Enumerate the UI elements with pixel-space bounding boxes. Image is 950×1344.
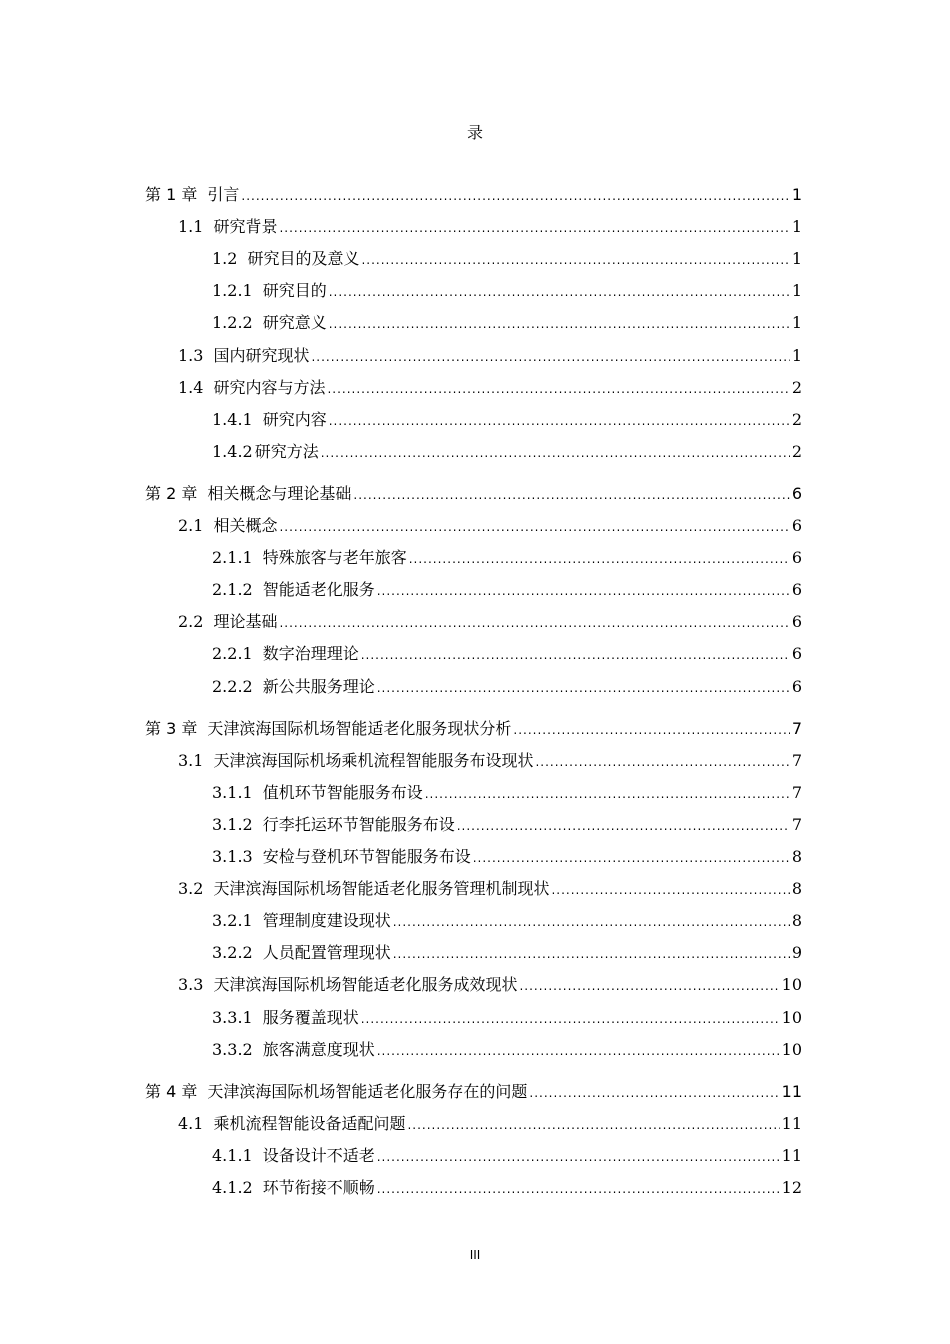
toc-entry-title: 研究目的及意义 bbox=[247, 249, 360, 269]
toc-entry-page: 6 bbox=[791, 580, 802, 600]
toc-entry-number: 2.1 bbox=[178, 516, 204, 535]
toc-entry-title: 天津滨海国际机场智能适老化服务管理机制现状 bbox=[213, 879, 550, 899]
toc-dot-leader bbox=[377, 681, 790, 695]
toc-entry-title: 理论基础 bbox=[213, 612, 278, 632]
toc-entry-number: 3.2.1 bbox=[212, 911, 253, 931]
toc-dot-leader bbox=[393, 947, 790, 961]
toc-section-entry[interactable] bbox=[212, 577, 802, 605]
toc-entry-number: 1.1 bbox=[178, 217, 204, 237]
toc-dot-leader bbox=[279, 520, 789, 534]
toc-entry-number: 3.2.2 bbox=[212, 943, 253, 963]
toc-entry-number: 1.4.2 bbox=[212, 441, 253, 461]
toc-entry-title: 服务覆盖现状 bbox=[262, 1007, 359, 1027]
toc-entry-page: 2 bbox=[791, 377, 802, 397]
toc-entry-page: 7 bbox=[791, 782, 802, 802]
toc-dot-leader bbox=[279, 616, 789, 630]
toc-dot-leader bbox=[409, 552, 790, 566]
toc-entry-title: 环节衔接不顺畅 bbox=[262, 1178, 375, 1197]
toc-entry-page: 9 bbox=[791, 943, 802, 963]
toc-entry-number: 2.2 bbox=[178, 612, 204, 632]
toc-entry-page: 7 bbox=[791, 718, 802, 738]
toc-dot-leader bbox=[551, 883, 789, 897]
toc-entry-number: 4.1.2 bbox=[212, 1178, 253, 1197]
toc-dot-leader bbox=[321, 446, 790, 460]
toc-entry-title: 研究意义 bbox=[262, 313, 327, 333]
toc-entry-page: 6 bbox=[791, 644, 802, 664]
toc-section-entry[interactable] bbox=[178, 972, 802, 1000]
toc-entry-number: 2.1.1 bbox=[212, 548, 253, 568]
toc-entry-number: 1.3 bbox=[178, 345, 204, 365]
toc-entry-page: 11 bbox=[781, 1145, 802, 1165]
toc-entry-title: 相关概念 bbox=[213, 516, 278, 535]
toc-entry-number: 3.1.2 bbox=[212, 814, 253, 834]
toc-section-entry[interactable] bbox=[178, 214, 802, 242]
toc-entry-page: 6 bbox=[791, 516, 802, 535]
toc-dot-leader bbox=[279, 221, 789, 235]
toc-section-entry[interactable] bbox=[178, 513, 802, 541]
toc-dot-leader bbox=[377, 1044, 780, 1058]
toc-dot-leader bbox=[377, 584, 790, 598]
toc-section-entry[interactable] bbox=[178, 609, 802, 637]
toc-entry-number: 第 4 章 bbox=[145, 1081, 198, 1101]
toc-entry-number: 3.3.1 bbox=[212, 1007, 253, 1027]
toc-section-entry[interactable] bbox=[212, 1037, 802, 1065]
toc-entry-number: 2.1.2 bbox=[212, 580, 253, 600]
toc-entry-number: 4.1 bbox=[178, 1113, 204, 1133]
toc-section-entry[interactable] bbox=[212, 278, 802, 306]
toc-section-entry[interactable] bbox=[212, 310, 802, 338]
toc-dot-leader bbox=[329, 317, 790, 331]
toc-section-entry[interactable] bbox=[178, 1111, 802, 1139]
toc-entry-title: 旅客满意度现状 bbox=[262, 1039, 375, 1059]
toc-section-entry[interactable] bbox=[212, 439, 802, 467]
toc-section-entry[interactable] bbox=[178, 375, 802, 403]
toc-entry-number: 1.4 bbox=[178, 377, 204, 397]
toc-section-entry[interactable] bbox=[212, 1175, 802, 1203]
toc-entry-page: 2 bbox=[791, 409, 802, 429]
toc-entry-page: 8 bbox=[791, 911, 802, 931]
toc-entry-page: 1 bbox=[791, 281, 802, 301]
page-title: 录 bbox=[466, 123, 483, 142]
toc-dot-leader bbox=[361, 253, 789, 267]
toc-entry-page: 8 bbox=[791, 847, 802, 866]
toc-entry-title: 天津滨海国际机场智能适老化服务现状分析 bbox=[207, 718, 512, 738]
toc-entry-number: 第 3 章 bbox=[145, 718, 198, 738]
toc-section-entry[interactable] bbox=[212, 407, 802, 435]
toc-dot-leader bbox=[361, 648, 790, 662]
toc-entry-title: 数字治理理论 bbox=[262, 644, 359, 664]
toc-section-entry[interactable] bbox=[212, 780, 802, 808]
toc-entry-title: 天津滨海国际机场智能适老化服务存在的问题 bbox=[207, 1081, 528, 1101]
toc-entry-title: 值机环节智能服务布设 bbox=[262, 782, 423, 802]
toc-entry-title: 国内研究现状 bbox=[213, 345, 310, 365]
toc-entry-page: 8 bbox=[791, 879, 802, 899]
toc-section-entry[interactable] bbox=[212, 246, 802, 274]
toc-dot-leader bbox=[311, 350, 789, 364]
toc-entry-page: 1 bbox=[791, 313, 802, 333]
toc-entry-page: 1 bbox=[791, 185, 802, 204]
toc-entry-number: 第 1 章 bbox=[145, 185, 198, 204]
toc-entry-page: 6 bbox=[791, 548, 802, 568]
toc-entry-number: 3.2 bbox=[178, 879, 204, 899]
toc-section-entry[interactable] bbox=[212, 844, 802, 872]
toc-entry-number: 2.2.2 bbox=[212, 676, 253, 696]
toc-section-entry[interactable] bbox=[212, 1005, 802, 1033]
toc-section-entry[interactable] bbox=[212, 812, 802, 840]
toc-entry-title: 相关概念与理论基础 bbox=[207, 483, 352, 503]
toc-entry-page: 1 bbox=[791, 217, 802, 237]
toc-entry-page: 10 bbox=[781, 975, 802, 995]
toc-entry-page: 12 bbox=[781, 1178, 802, 1197]
toc-dot-leader bbox=[407, 1118, 779, 1132]
toc-entry-page: 1 bbox=[791, 249, 802, 269]
toc-dot-leader bbox=[535, 755, 789, 769]
toc-entry-page: 6 bbox=[791, 483, 802, 503]
toc-chapter-entry[interactable] bbox=[145, 1079, 802, 1107]
toc-entry-title: 乘机流程智能设备适配问题 bbox=[213, 1113, 406, 1133]
toc-dot-leader bbox=[425, 787, 790, 801]
toc-entry-number: 第 2 章 bbox=[145, 483, 198, 503]
toc-section-entry[interactable] bbox=[212, 940, 802, 968]
toc-entry-page: 1 bbox=[791, 345, 802, 365]
toc-entry-number: 1.2 bbox=[212, 249, 238, 269]
toc-dot-leader bbox=[327, 382, 789, 396]
toc-dot-leader bbox=[473, 851, 790, 865]
toc-entry-number: 3.3.2 bbox=[212, 1039, 253, 1059]
toc-dot-leader bbox=[353, 488, 789, 502]
toc-chapter-entry[interactable] bbox=[145, 481, 802, 509]
toc-chapter-entry[interactable] bbox=[145, 182, 802, 210]
toc-dot-leader bbox=[377, 1182, 780, 1196]
toc-section-entry[interactable] bbox=[212, 1143, 802, 1171]
toc-entry-page: 10 bbox=[781, 1039, 802, 1059]
toc-entry-title: 天津滨海国际机场智能适老化服务成效现状 bbox=[213, 975, 518, 995]
toc-entry-number: 1.2.2 bbox=[212, 313, 253, 333]
toc-section-entry[interactable] bbox=[212, 674, 802, 702]
toc-dot-leader bbox=[377, 1150, 780, 1164]
toc-entry-page: 11 bbox=[781, 1081, 802, 1101]
toc-entry-title: 研究内容 bbox=[262, 409, 327, 429]
toc-dot-leader bbox=[457, 819, 790, 833]
toc-dot-leader bbox=[361, 1012, 780, 1026]
toc-entry-title: 安检与登机环节智能服务布设 bbox=[262, 847, 471, 866]
toc-entry-title: 研究方法 bbox=[254, 441, 319, 461]
toc-entry-number: 3.1.3 bbox=[212, 847, 253, 866]
toc-entry-title: 智能适老化服务 bbox=[262, 580, 375, 600]
toc-dot-leader bbox=[329, 285, 790, 299]
toc-entry-title: 特殊旅客与老年旅客 bbox=[262, 548, 407, 568]
toc-entry-number: 1.4.1 bbox=[212, 409, 253, 429]
toc-entry-page: 2 bbox=[791, 441, 802, 461]
toc-entry-number: 3.3 bbox=[178, 975, 204, 995]
toc-section-entry[interactable] bbox=[212, 641, 802, 669]
toc-entry-page: 7 bbox=[791, 750, 802, 770]
toc-dot-leader bbox=[513, 723, 789, 737]
toc-entry-title: 研究目的 bbox=[262, 281, 327, 301]
toc-entry-number: 4.1.1 bbox=[212, 1145, 253, 1165]
toc-entry-title: 设备设计不适老 bbox=[262, 1145, 375, 1165]
toc-dot-leader bbox=[329, 414, 790, 428]
toc-section-entry[interactable] bbox=[212, 908, 802, 936]
toc-entry-number: 3.1 bbox=[178, 750, 204, 770]
toc-entry-page: 6 bbox=[791, 676, 802, 696]
toc-entry-title: 研究内容与方法 bbox=[213, 377, 326, 397]
toc-entry-title: 新公共服务理论 bbox=[262, 676, 375, 696]
toc-entry-title: 人员配置管理现状 bbox=[262, 943, 391, 963]
toc-entry-page: 10 bbox=[781, 1007, 802, 1027]
toc-entry-number: 1.2.1 bbox=[212, 281, 253, 301]
toc-entry-page: 7 bbox=[791, 814, 802, 834]
toc-section-entry[interactable] bbox=[178, 748, 802, 776]
toc-entry-title: 天津滨海国际机场乘机流程智能服务布设现状 bbox=[213, 750, 534, 770]
page-number-footer: III bbox=[469, 1248, 481, 1262]
toc-entry-title: 引言 bbox=[207, 185, 240, 204]
toc-dot-leader bbox=[519, 979, 779, 993]
toc-chapter-entry[interactable] bbox=[145, 716, 802, 744]
toc-entry-title: 管理制度建设现状 bbox=[262, 911, 391, 931]
toc-dot-leader bbox=[529, 1086, 779, 1100]
toc-entry-page: 6 bbox=[791, 612, 802, 632]
toc-section-entry[interactable] bbox=[212, 545, 802, 573]
toc-entry-title: 行李托运环节智能服务布设 bbox=[262, 814, 455, 834]
toc-entry-number: 3.1.1 bbox=[212, 782, 253, 802]
toc-entry-title: 研究背景 bbox=[213, 217, 278, 237]
toc-section-entry[interactable] bbox=[178, 343, 802, 371]
toc-entry-number: 2.2.1 bbox=[212, 644, 253, 664]
toc-section-entry[interactable] bbox=[178, 876, 802, 904]
toc-entry-page: 11 bbox=[781, 1113, 802, 1133]
toc-dot-leader bbox=[241, 189, 789, 203]
toc-dot-leader bbox=[393, 915, 790, 929]
